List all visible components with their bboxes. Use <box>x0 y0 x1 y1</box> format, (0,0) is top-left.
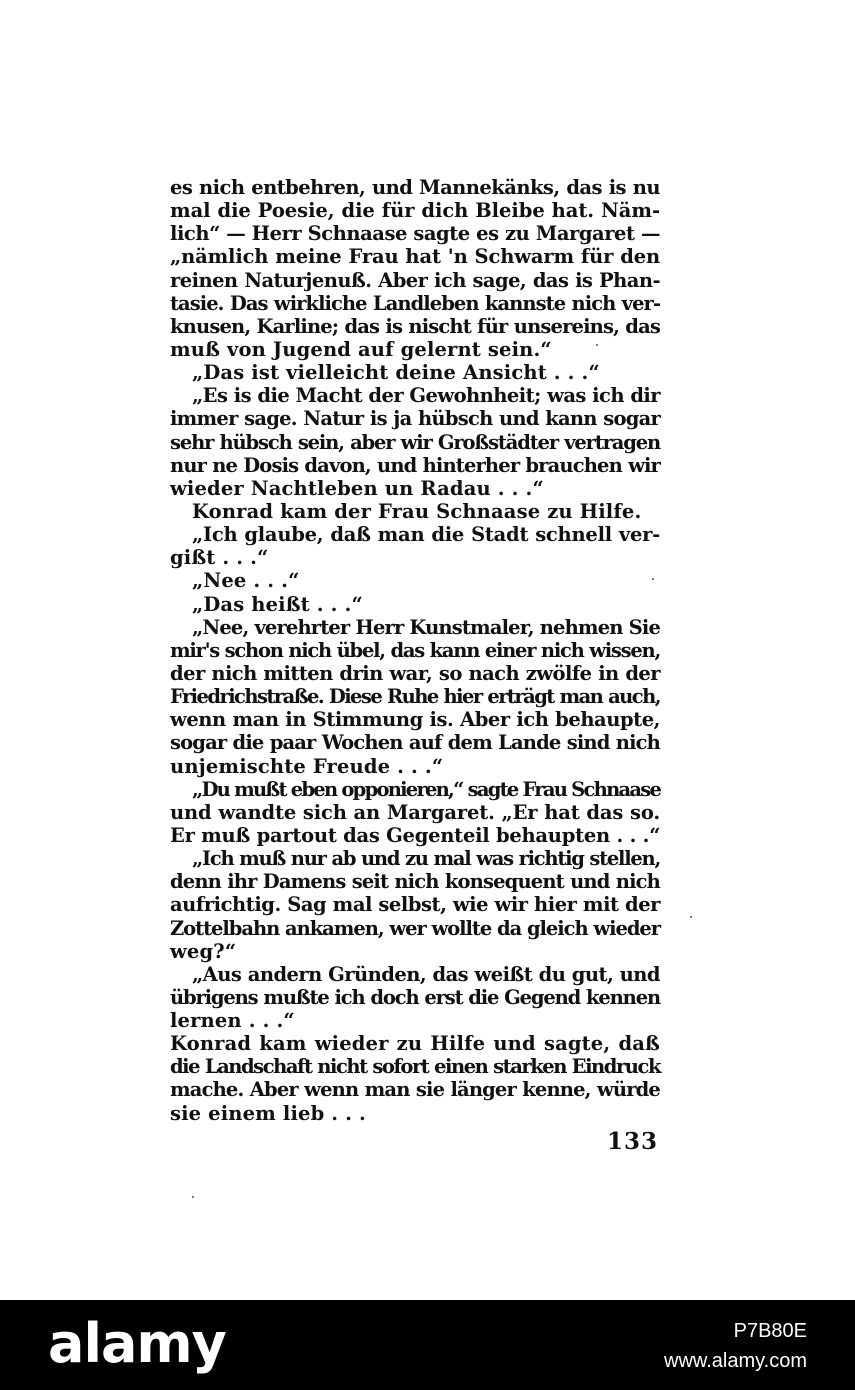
ink-speck <box>652 578 654 580</box>
text-line: „Ich glaube, daß man die Stadt schnell ver- <box>192 523 660 547</box>
text-line: Konrad kam der Frau Schnaase zu Hilfe. <box>192 499 642 523</box>
text-line: Konrad kam wieder zu Hilfe und sagte, daß <box>170 1032 660 1056</box>
text-line: muß von Jugend auf gelernt sein.“ <box>170 337 552 361</box>
text-line: sehr hübsch sein, aber wir Großstädter vertragen <box>170 430 660 454</box>
text-line: Zottelbahn ankamen, wer wollte da gleich wieder <box>170 916 660 940</box>
text-line: nur ne Dosis davon, und hinterher brauchen wir <box>170 453 660 477</box>
text-line: „nämlich meine Frau hat 'n Schwarm für den <box>170 245 660 269</box>
text-line: denn ihr Damens seit nich konsequent und nich <box>170 870 660 894</box>
alamy-logo: alamy <box>48 1312 226 1375</box>
text-line: Er muß partout das Gegenteil behaupten . . .“ <box>170 823 661 847</box>
image-id: P7B80E <box>733 1320 807 1342</box>
text-line: wenn man in Stimmung is. Aber ich behaupte, <box>170 708 660 732</box>
text-line: „Das heißt . . .“ <box>192 592 363 616</box>
text-line: Friedrichstraße. Diese Ruhe hier erträgt man auch, <box>170 685 660 709</box>
text-line: der nich mitten drin war, so nach zwölfe in der <box>170 661 660 685</box>
text-line: „Nee, verehrter Herr Kunstmaler, nehmen Sie <box>192 615 660 639</box>
text-line: übrigens mußte ich doch erst die Gegend kennen <box>170 985 660 1009</box>
text-line: es nich entbehren, und Mannekänks, das is nu <box>170 176 660 199</box>
text-line: knusen, Karline; das is nischt für unsereins, das <box>170 314 660 338</box>
text-line: weg?“ <box>170 939 237 963</box>
text-line: „Ich muß nur ab und zu mal was richtig stellen, <box>192 847 660 871</box>
text-line: „Aus andern Gründen, das weißt du gut, und <box>192 962 660 986</box>
text-line: sogar die paar Wochen auf dem Lande sind nich <box>170 731 660 755</box>
text-line: „Du mußt eben opponieren,“ sagte Frau Schnaase <box>192 777 661 801</box>
text-line: unjemischte Freude . . .“ <box>170 754 444 778</box>
text-line: mache. Aber wenn man sie länger kenne, würde <box>170 1078 660 1102</box>
text-line: „Nee . . .“ <box>192 569 300 593</box>
text-line: reinen Naturjenuß. Aber ich sage, das is Phan- <box>170 268 660 292</box>
page-number: 133 <box>606 1128 658 1155</box>
text-line: lernen . . .“ <box>170 1009 295 1033</box>
text-line: mir's schon nich übel, das kann einer nich wissen, <box>170 638 660 662</box>
text-line: „Es is die Macht der Gewohnheit; was ich dir <box>192 384 660 408</box>
ink-speck <box>690 916 692 918</box>
text-line: lich“ — Herr Schnaase sagte es zu Margaret — <box>170 222 660 246</box>
text-line: sie einem lieb . . . <box>170 1101 366 1125</box>
text-line: gißt . . .“ <box>170 546 269 570</box>
text-line: wieder Nachtleben un Radau . . .“ <box>170 476 544 500</box>
page-text-body <box>170 176 660 1125</box>
watermark-footer <box>0 1300 855 1390</box>
ink-speck <box>596 344 598 346</box>
text-line: „Das ist vielleicht deine Ansicht . . .“ <box>192 361 600 385</box>
text-line: die Landschaft nicht sofort einen starken Eindruck <box>170 1055 660 1079</box>
text-line: immer sage. Natur is ja hübsch und kann sogar <box>170 407 660 431</box>
footer-url: www.alamy.com <box>664 1350 807 1372</box>
text-line: mal die Poesie, die für dich Bleibe hat. Näm- <box>170 199 660 223</box>
ink-speck <box>192 1196 194 1198</box>
text-line: tasie. Das wirkliche Landleben kannste nich ver- <box>170 291 660 315</box>
text-line: und wandte sich an Margaret. „Er hat das so. <box>170 800 660 824</box>
text-line: aufrichtig. Sag mal selbst, wie wir hier mit der <box>170 893 660 917</box>
